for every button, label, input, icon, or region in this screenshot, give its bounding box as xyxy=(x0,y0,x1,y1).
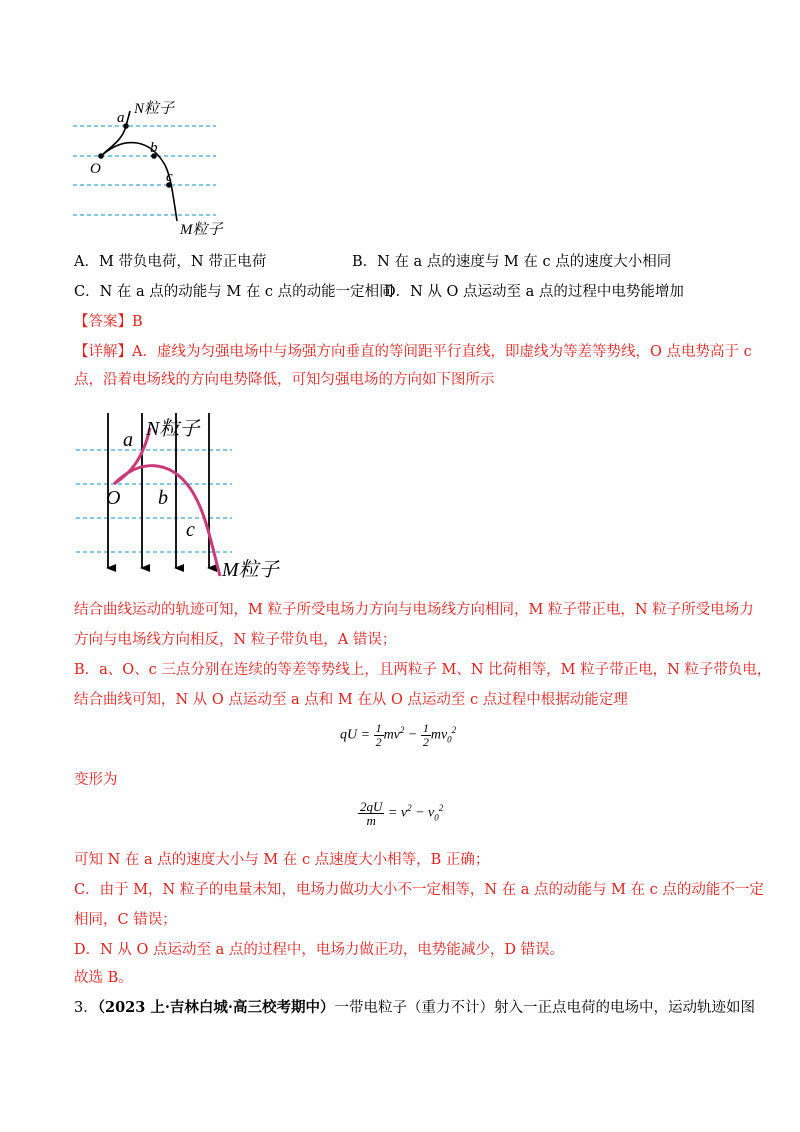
label-b: b xyxy=(158,487,168,509)
question-text: 一带电粒子（重力不计）射入一正点电荷的电场中，运动轨迹如图 xyxy=(334,1000,755,1016)
explain-line-7: 变形为 xyxy=(74,772,118,788)
explain-line-4: 方向与电场线方向相反，N 粒子带负电，A 错误； xyxy=(74,632,397,648)
question-source: （2023 上·吉林白城·高三校考期中） xyxy=(97,999,335,1016)
explain-line-1 xyxy=(74,342,752,362)
explain-line-5: B．a、O、c 三点分别在连续的等差等势线上，且两粒子 M、N 比荷相等，M 粒子带正电，N 粒子带负电， xyxy=(74,662,772,678)
label-a: a xyxy=(123,429,133,451)
explain-line-3: 结合曲线运动的轨迹可知，M 粒子所受电场力方向与电场线方向相同，M 粒子带正电，N 粒子所受电场力 xyxy=(74,602,754,618)
question-number: 3． xyxy=(74,1000,98,1016)
explain-line-11: D．N 从 O 点运动至 a 点的过程中，电场力做正功，电势能减少，D 错误。 xyxy=(74,942,565,958)
option-c: C．N 在 a 点的动能与 M 在 c 点的动能一定相同 xyxy=(74,284,394,300)
explain-head: 【详解】 xyxy=(74,344,132,360)
question-3 xyxy=(74,998,755,1018)
explain-line-8: 可知 N 在 a 点的速度大小与 M 在 c 点速度大小相等，B 正确； xyxy=(74,852,490,868)
label-N: N粒子 xyxy=(146,418,200,440)
figure-trajectory-1 xyxy=(70,95,250,245)
label-c: c xyxy=(166,169,173,185)
option-d: D．N 从 O 点运动至 a 点的过程中电势能增加 xyxy=(384,284,684,300)
label-a: a xyxy=(117,110,125,126)
trajectory-N xyxy=(101,111,130,156)
answer: 【答案】B xyxy=(74,314,143,330)
label-M: M粒子 xyxy=(180,222,223,238)
trajectory-M xyxy=(114,466,220,576)
explain-line-9: C．由于 M，N 粒子的电量未知，电场力做功大小不一定相等，N 在 a 点的动能与 M 在 c 点的动能不一定 xyxy=(74,882,764,898)
label-c: c xyxy=(186,519,195,541)
option-b: B．N 在 a 点的速度与 M 在 c 点的速度大小相同 xyxy=(352,254,672,270)
label-O: O xyxy=(90,161,101,177)
label-M: M粒子 xyxy=(222,559,279,581)
option-a: A．M 带负电荷，N 带正电荷 xyxy=(74,254,267,270)
explain-line-10: 相同，C 错误； xyxy=(74,912,177,928)
formula-transformed: $\frac{2qU}{m}$ = $v^2 - v_0^2$ xyxy=(360,799,444,828)
label-N: N粒子 xyxy=(134,101,175,117)
point-O xyxy=(98,153,104,159)
explain-line-12: 故选 B。 xyxy=(74,970,133,986)
label-O: O xyxy=(106,487,121,509)
explain-line-2: 点，沿着电场线的方向电势降低，可知匀强电场的方向如下图所示 xyxy=(74,372,495,388)
figure-field-lines-2 xyxy=(70,408,300,583)
explain-text: A．虚线为匀强电场中与场强方向垂直的等间距平行直线，即虚线为等差等势线，O 点电势高于 c xyxy=(132,344,752,360)
formula-kinetic-energy: qU = $\frac{1}{2}$ $mv^2$ − $\frac{1}{2}$ $mv_0^2$ xyxy=(340,721,457,749)
label-b: b xyxy=(150,140,158,156)
explain-line-6: 结合曲线可知，N 从 O 点运动至 a 点和 M 在从 O 点运动至 c 点过程中根据动能定理 xyxy=(74,692,628,708)
